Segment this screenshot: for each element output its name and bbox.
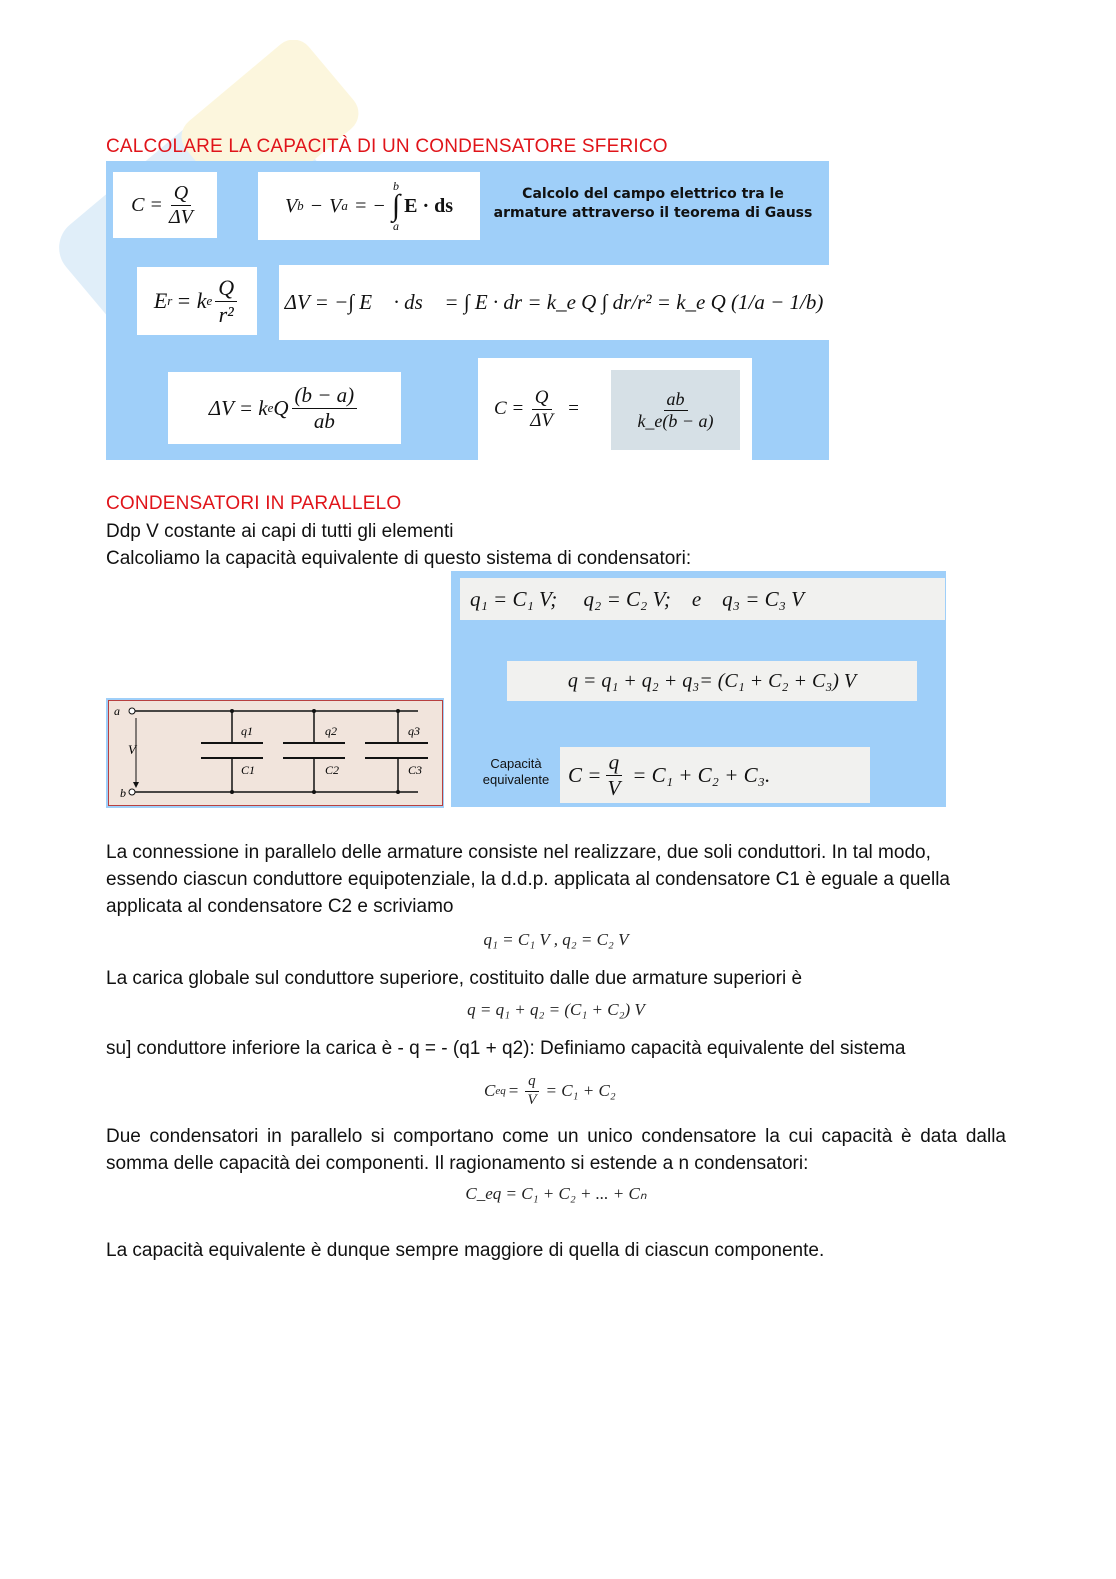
capacitor-label-1: C1 <box>241 763 256 777</box>
charge-label-1: q1 <box>241 724 253 738</box>
charge-label-2: q2 <box>325 724 337 738</box>
section2-line2: Calcoliamo la capacità equivalente di questo sistema di condensatori: <box>106 548 692 569</box>
circuit-background <box>108 700 443 806</box>
eq-delta-v-integral: ΔV = −∫ E⃗ · ds⃗ = ∫ E · dr = k_e Q ∫ dr/r² = k_e Q (1/a − 1/b) <box>279 265 829 340</box>
eq-equivalent-capacitance: C = $\frac{q}{V}$ = C₁ + C₂ + C₃. <box>560 747 870 803</box>
voltage-label: V <box>128 742 136 757</box>
node-b-terminal <box>129 789 135 795</box>
paragraph-lower-conductor: su] conduttore inferiore la carica è - q = - (q1 + q2): Definiamo capacità equivalente del sistema <box>106 1038 906 1059</box>
section1-title: CALCOLARE LA CAPACITÀ DI UN CONDENSATORE SFERICO <box>106 136 668 157</box>
capacitor-label-2: C2 <box>325 763 340 777</box>
eq-individual-charges: q₁ = C₁ V; q₂ = C₂ V; e q₃ = C₃ V <box>460 578 945 620</box>
paragraph-global-charge: La carica globale sul conduttore superiore, costituito dalle due armature superiori è <box>106 968 803 989</box>
charge-label-3: q3 <box>408 724 420 738</box>
eq-potential-difference-integral: V b − V a = − b ∫ a E · ds <box>258 172 480 240</box>
paragraph-parallel-connection: La connessione in parallelo delle armature consiste nel realizzare, due soli conduttori. In tal modo, essendo ciascun conduttore equipotenziale, la d.d.p. applicata al condensatore C1 è eguale a quella applicata al condensatore C2 e scriviamo <box>106 842 950 917</box>
gauss-note: Calcolo del campo elettrico tra le armature attraverso il teorema di Gauss <box>493 186 813 221</box>
node-a-terminal <box>129 708 135 714</box>
eq-total-charge: q = q₁ + q₂ + q₃= (C₁ + C₂ + C₃) V <box>507 661 917 701</box>
capacitor-label-3: C3 <box>408 763 423 777</box>
eq-ceq-n: C_eq = C₁ + C₂ + ... + Cₙ <box>465 1184 647 1203</box>
eq-ceq-two: C eq = $\frac{q}{V}$ = C₁ + C₂ <box>484 1072 616 1108</box>
eq-capacitance-definition: C = $\frac{Q}{\Delta V}$ <box>113 172 217 238</box>
node-b-label: b <box>120 786 126 800</box>
eq-total-charge-inline: q = q₁ + q₂ = (C₁ + C₂) V <box>467 1000 645 1019</box>
eq-charges-inline: q₁ = C₁ V , q₂ = C₂ V <box>483 930 629 949</box>
paragraph-two-capacitors: Due condensatori in parallelo si comportano come un unico condensatore la cui capacità è data dalla somma delle capacità dei componenti. Il ragionamento si estende a n condensatori: <box>106 1126 1006 1174</box>
eq-capacitance-result: C = $\frac{Q}{\Delta V}$ = <box>494 386 580 431</box>
capacity-equivalent-label: Capacità equivalente <box>482 756 550 787</box>
eq-electric-field: E r = k e $\frac{Q}{\text{r²}}$ <box>137 267 257 335</box>
paragraph-conclusion: La capacità equivalente è dunque sempre maggiore di quella di ciascun componente. <box>106 1240 825 1261</box>
eq-capacitance-highlight: $\frac{ab}{k\_e(b - a)}$ <box>611 370 740 450</box>
section2-title: CONDENSATORI IN PARALLELO <box>106 493 402 514</box>
parallel-circuit-diagram <box>108 700 443 806</box>
section2-line1: Ddp V costante ai capi di tutti gli elementi <box>106 521 454 542</box>
eq-delta-v-result: ΔV = k e Q $\frac{(b - a)}{ab}$ <box>168 372 401 444</box>
node-a-label: a <box>114 704 120 718</box>
